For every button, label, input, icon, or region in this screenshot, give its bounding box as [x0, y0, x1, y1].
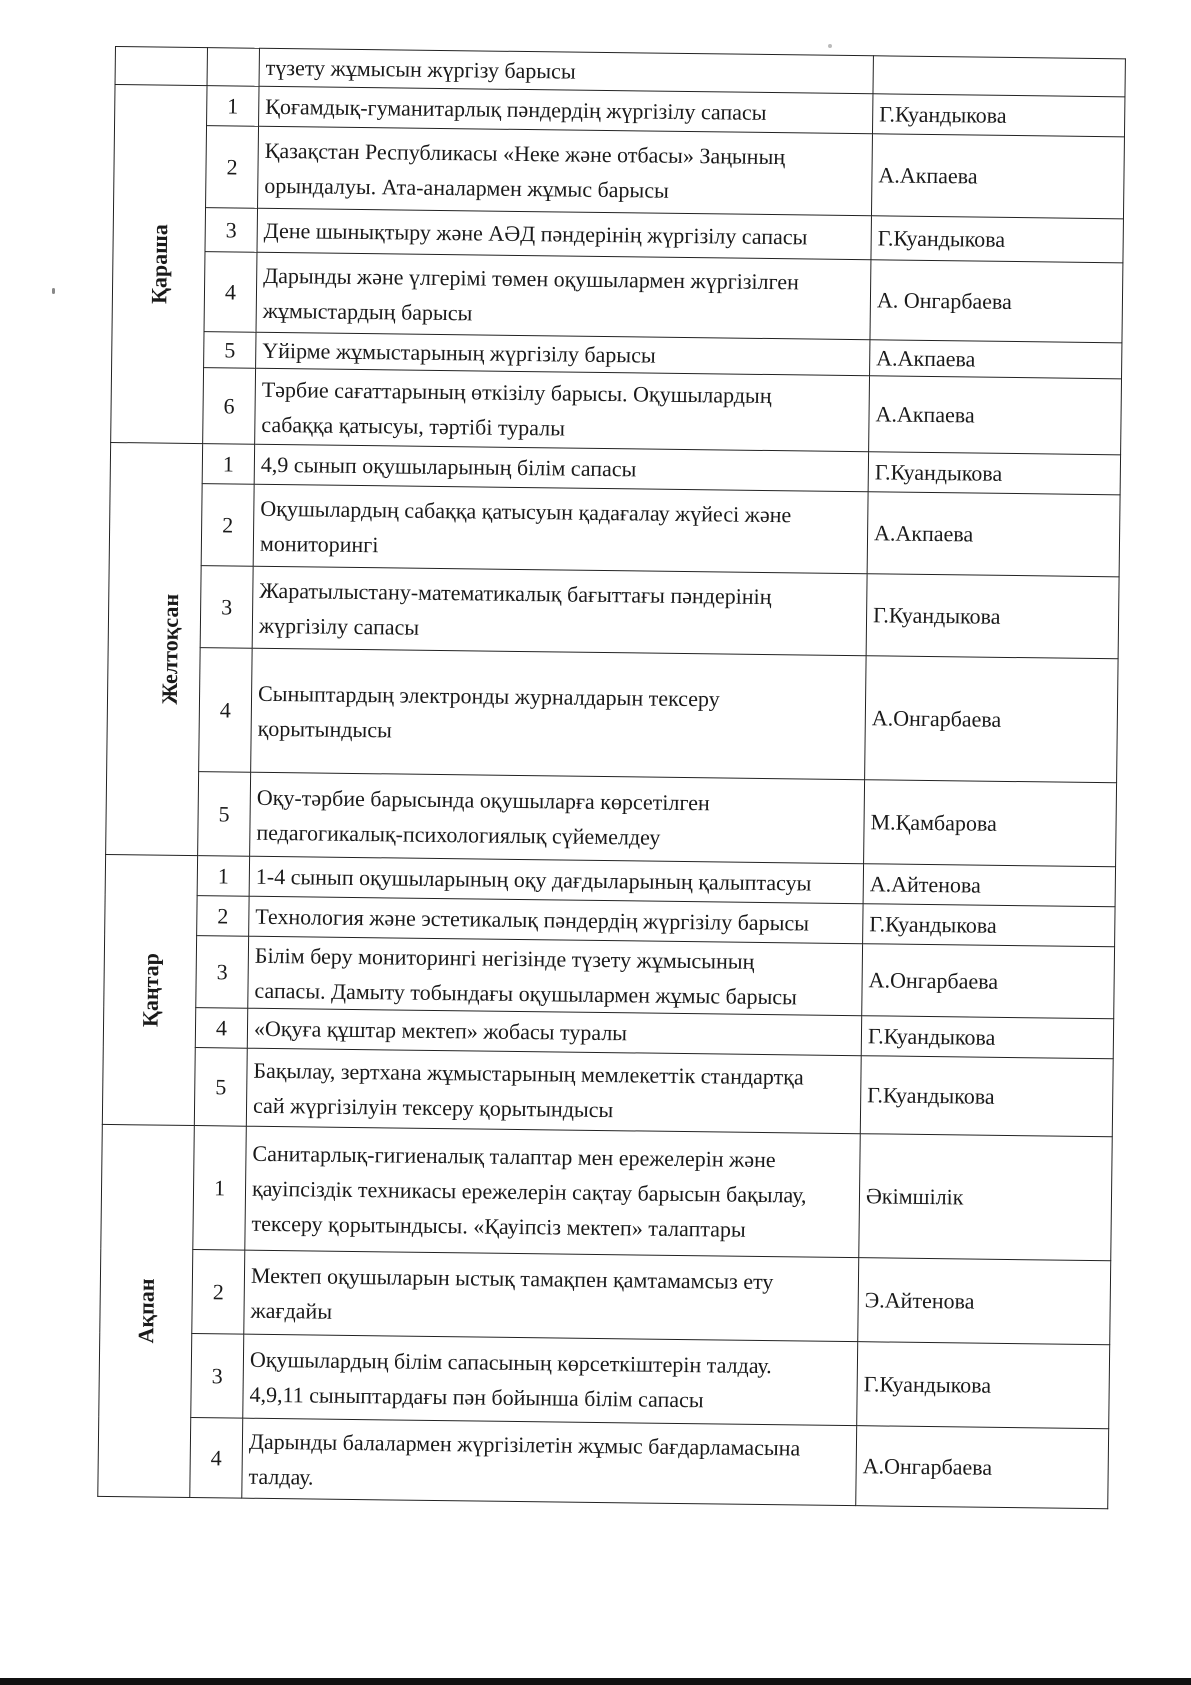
topic-line: Тәрбие сағаттарының өткізілу барысы. Оқушылардың [261, 376, 772, 408]
responsible-person: Г.Куандыкова [868, 452, 1120, 495]
table-row [114, 125, 1125, 219]
responsible-person: Г.Куандыкова [857, 1342, 1110, 1429]
row-number: 3 [196, 936, 249, 1009]
topic-line: Бақылау, зертхана жұмыстарының мемлекеттік стандартқа [253, 1057, 804, 1089]
topic-line: Жаратылыстану-математикалық бағыттағы пәндерінің [259, 577, 772, 609]
row-number: 1 [197, 856, 249, 897]
responsible-person: А. Онгарбаева [870, 260, 1123, 343]
topic-line: Мектеп оқушыларын ыстық тамақпен қамтамамсыз ету [250, 1262, 774, 1294]
responsible-person: Э.Айтенова [858, 1258, 1111, 1345]
table-row [102, 1046, 1113, 1136]
intro-topic: түзету жұмысын жүргізу барысы [259, 48, 873, 93]
topic-line: жағдайы [250, 1297, 333, 1324]
topic-line: 1-4 сынып оқушыларының оқу дағдыларының қалыптасуы [255, 863, 812, 896]
row-number: 2 [192, 1250, 245, 1335]
scanned-document [97, 46, 1125, 1568]
responsible-person: Г.Куандыкова [860, 1056, 1113, 1137]
table-row [109, 482, 1120, 576]
row-number: 3 [191, 1334, 244, 1419]
month-label: Қаңтар [137, 952, 163, 1028]
month-cell [106, 442, 203, 855]
topic-line: Дене шынықтыру және АӘД пәндерінің жүргізілу сапасы [263, 217, 808, 250]
table-row [99, 1332, 1110, 1428]
responsible-person: Г.Куандыкова [866, 574, 1119, 659]
responsible-person: М.Қамбарова [864, 780, 1117, 867]
responsible-person: А.Акпаева [867, 492, 1120, 577]
responsible-person: А.Онгарбаева [865, 656, 1118, 783]
topic-line: Үйірме жұмыстарының жүргізілу барысы [262, 337, 656, 368]
topic-line: Оқушылардың сабаққа қатысуын қадағалау жүйесі және [260, 495, 792, 527]
topic-line: сапасы. Дамыту тобындағы оқушылармен жұмыс барысы [254, 977, 798, 1009]
topic-line: Сыныптардың электронды журналдарын тексеру [257, 680, 720, 711]
control-topic [245, 1126, 860, 1257]
topic-line: педагогикалық-психологиялық сүйемелдеу [256, 819, 661, 850]
table-row [100, 1248, 1111, 1344]
month-cell [111, 85, 207, 444]
topic-line: Білім беру мониторингі негізінде түзету жұмысының [254, 942, 755, 974]
row-number: 4 [190, 1418, 243, 1499]
control-topic [250, 772, 865, 863]
row-number: 2 [206, 126, 259, 209]
row-number: 1 [202, 444, 254, 485]
month-label: Қараша [146, 224, 173, 305]
control-topic [255, 368, 870, 451]
intro-responsible [873, 56, 1125, 97]
table-row [104, 934, 1115, 1018]
responsible-person: А.Акпаева [869, 376, 1122, 455]
table-row [108, 564, 1119, 658]
scan-speck [828, 44, 832, 48]
topic-line: Қоғамдық-гуманитарлық пәндердің жүргізілу сапасы [265, 93, 767, 125]
topic-line: Дарынды және үлгерімі төмен оқушылармен жүргізілген [263, 262, 800, 294]
responsible-person: А.Акпаева [871, 134, 1124, 219]
table-row [98, 1416, 1109, 1508]
control-topic [243, 1334, 858, 1425]
topic-line: Оқушылардың білім сапасының көрсеткіштерін талдау. [249, 1346, 772, 1378]
control-plan-table [97, 46, 1126, 1509]
row-number: 5 [194, 1048, 247, 1127]
row-number: 2 [197, 896, 249, 937]
control-topic [253, 484, 868, 573]
control-topic [252, 566, 867, 655]
row-number: 1 [193, 1126, 247, 1251]
topic-line: қауіпсіздік техникасы ережелерін сақтау барысын бақылау, [251, 1175, 807, 1208]
topic-line: сай жүргізілуін тексеру қорытындысы [252, 1092, 614, 1122]
row-number: 5 [204, 332, 256, 369]
responsible-person: А.Онгарбаева [862, 944, 1115, 1019]
topic-line: Дарынды балалармен жүргізілетін жұмыс бағдарламасына [248, 1428, 801, 1460]
topic-line: мониторингі [259, 530, 379, 557]
control-topic [242, 1418, 857, 1505]
responsible-person: Әкімшілік [859, 1134, 1112, 1261]
month-label: Ақпан [133, 1278, 159, 1344]
table-row [112, 250, 1123, 342]
row-number: 6 [203, 368, 256, 445]
responsible-person: А.Акпаева [870, 340, 1122, 379]
row-number: 4 [195, 1008, 247, 1049]
scan-speck [52, 288, 55, 294]
row-number: 2 [201, 484, 254, 567]
row-number: 4 [199, 648, 253, 773]
responsible-person: Г.Куандыкова [863, 904, 1115, 947]
responsible-person: Г.Куандыкова [872, 94, 1124, 137]
intro-month-cell [115, 47, 207, 86]
topic-line: орындалуы. Ата-аналармен жұмыс барысы [264, 172, 669, 203]
table-row [106, 770, 1117, 866]
control-topic [248, 936, 863, 1015]
control-topic [251, 648, 866, 779]
topic-line: 4,9,11 сыныптардағы пән бойынша білім сапасы [249, 1381, 704, 1412]
topic-line: Қазақстан Республикасы «Неке және отбасы» Заңының [264, 137, 786, 169]
month-cell [102, 854, 197, 1125]
topic-line: талдау. [248, 1463, 314, 1490]
topic-line: жүргізілу сапасы [258, 612, 420, 640]
table-row [111, 366, 1122, 454]
row-number: 1 [207, 86, 259, 127]
control-topic [257, 208, 871, 259]
topic-line: жұмыстардың барысы [262, 297, 473, 325]
responsible-person: Г.Куандыкова [871, 216, 1124, 263]
topic-line: тексеру қорытындысы. «Қауіпсіз мектеп» талаптары [251, 1210, 746, 1242]
control-topic [244, 1250, 859, 1341]
control-topic [246, 1048, 861, 1133]
responsible-person: Г.Куандыкова [861, 1016, 1113, 1059]
topic-line: Санитарлық-гигиеналық талаптар мен ережелерін және [252, 1140, 776, 1173]
topic-line: сабаққа қатысуы, тәртібі туралы [261, 411, 566, 441]
topic-line: 4,9 сынып оқушыларының білім сапасы [260, 451, 637, 482]
month-cell [98, 1124, 195, 1497]
row-number: 5 [198, 772, 251, 857]
table-row [107, 646, 1118, 782]
topic-line: қорытындысы [257, 715, 392, 742]
month-label: Желтоқсан [156, 593, 184, 705]
scan-bottom-edge [0, 1678, 1191, 1685]
row-number: 3 [205, 208, 258, 253]
topic-line: «Оқуға құштар мектеп» жобасы туралы [253, 1015, 628, 1046]
responsible-person: А.Онгарбаева [856, 1426, 1109, 1509]
control-topic [258, 126, 873, 215]
control-topic [256, 252, 871, 339]
table-row [101, 1124, 1112, 1260]
topic-line: Оқу-тәрбие барысында оқушыларға көрсетілген [256, 784, 710, 815]
intro-num-cell [207, 48, 259, 87]
responsible-person: А.Айтенова [863, 864, 1115, 907]
row-number: 4 [204, 252, 257, 333]
topic-line: Технология және эстетикалық пәндердің жүргізілу барысы [255, 903, 810, 936]
row-number: 3 [200, 566, 253, 649]
